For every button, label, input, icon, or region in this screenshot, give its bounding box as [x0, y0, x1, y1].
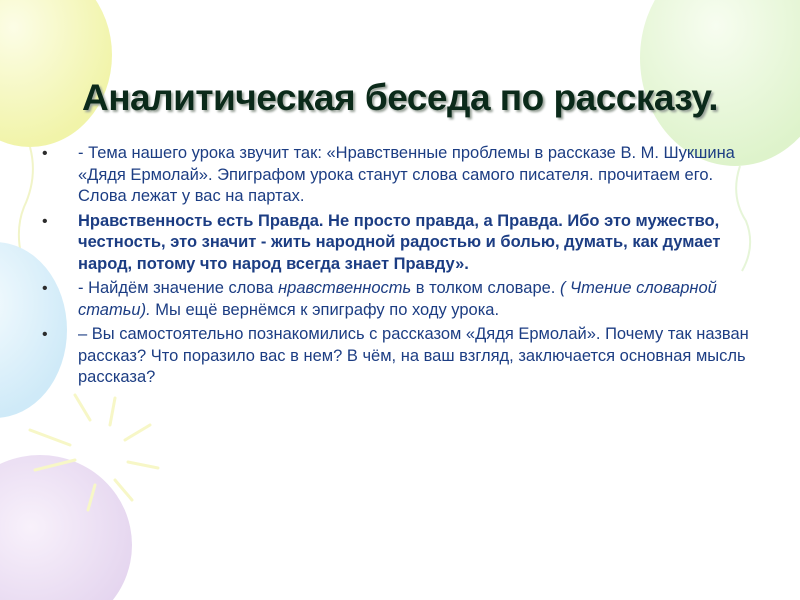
bullet-icon: • [42, 280, 48, 297]
purple-balloon [0, 455, 132, 600]
bullet-list [40, 143, 755, 392]
list-item [40, 324, 755, 389]
list-item [40, 211, 755, 276]
list-item [40, 143, 755, 208]
epigraph-text: Нравственность есть Правда. Не просто правда, а Правда. Ибо это мужество, честность, это значит - жить народной радостью и болью, думать, как думает народ, потому что народ всегда знает Правду». [78, 211, 721, 273]
yellow-balloon [0, 0, 112, 147]
bullet-icon: • [42, 326, 48, 343]
bullet-icon: • [42, 212, 48, 230]
item-text-part: в толком словаре. [411, 279, 560, 297]
item-term: нравственность [278, 279, 412, 297]
bullet-icon: • [42, 145, 48, 162]
item-text: - Тема нашего урока звучит так: «Нравственные проблемы в рассказе В. М. Шукшина «Дядя Ермолай». Эпиграфом урока станут слова самого писателя. прочитаем его. Слова лежат у вас на партах. [78, 144, 735, 205]
item-text-part: - Найдём значение слова [78, 279, 279, 297]
list-item [40, 278, 755, 321]
item-text: – Вы самостоятельно познакомились с рассказом «Дядя Ермолай». Почему так назван рассказ? Что поразило вас в нем? В чём, на ваш взгляд, заключается основная мысль рассказа? [78, 325, 749, 386]
slide-title: Аналитическая беседа по рассказу. [81, 77, 718, 118]
item-text-part: Мы ещё вернёмся к эпиграфу по ходу урока. [150, 300, 500, 319]
item-note: ( Чтение словарной статьи). [78, 279, 717, 319]
